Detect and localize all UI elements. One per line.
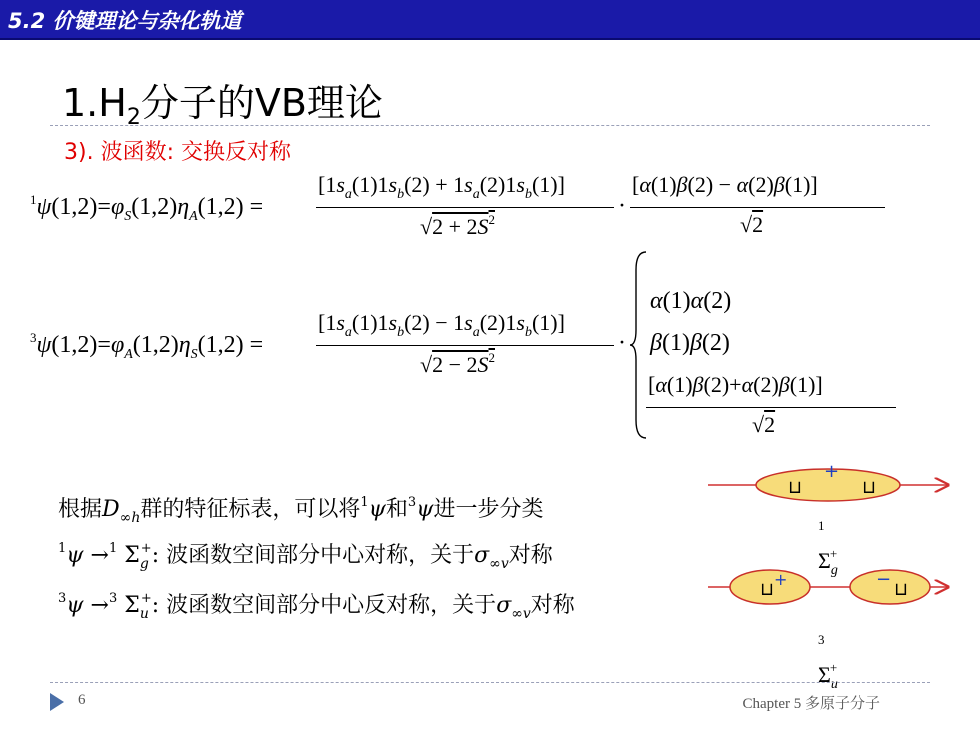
subtitle: 3). 波函数: 交换反对称: [64, 140, 291, 165]
chapter-label: Chapter 5 多原子分子: [742, 696, 880, 712]
u-plus-sign: +: [774, 570, 788, 589]
spin-state-3-num: [α(1)β(2)+α(2)β(1)]: [648, 372, 823, 397]
eq1-fraction-bar-1: [316, 207, 614, 208]
spin-state-3-den: √2: [752, 412, 776, 437]
u-spin-box-left: ⊔: [760, 579, 775, 600]
left-brace: [628, 250, 652, 440]
sigma-u-label: $^3$ $\Sigma_u^+$: [818, 632, 838, 692]
spin-state-3-bar: [646, 407, 896, 408]
title-divider: [50, 125, 930, 126]
section-header-bar: [0, 0, 980, 40]
spin-state-1: α(1)α(2): [650, 288, 732, 314]
slide-title: [62, 72, 383, 130]
title-suffix: 分子的VB理论: [140, 81, 383, 125]
text-line-1: 根据$D_{\infty h}$群的特征标表，可以将$^1$ψ和$^3$ψ进一步分类: [58, 495, 544, 526]
eq2-dot: ·: [618, 330, 626, 356]
g-plus-sign: +: [824, 461, 840, 482]
section-title: 5.2 价键理论与杂化轨道: [8, 9, 242, 33]
eq1-lhs: $^1\psi(1,2)=\varphi_S(1,2)\eta_A(1,2)$ =: [30, 192, 264, 224]
sigma-g-label: $^1$ $\Sigma_g^+$: [818, 518, 838, 578]
eq2-den1: $√2 - 2S^2$: [420, 350, 495, 377]
eq1-dot: ·: [618, 193, 626, 219]
footer-divider: [50, 682, 930, 683]
text-line-3: $^3$ψ →$^3$ $\Sigma_u^+$: 波函数空间部分中心反对称，关于$\sigma_{\infty v}$对称: [58, 591, 575, 622]
g-spin-box-right: ⊔: [862, 477, 877, 498]
eq2-num1: $[1s_a(1)1s_b(2) - 1s_a(2)1s_b(1)]$: [318, 310, 565, 340]
text-line-2: $^1$ψ →$^1$ $\Sigma_g^+$: 波函数空间部分中心对称，关于$\sigma_{\infty v}$对称: [58, 541, 553, 572]
eq2-fraction-bar: [316, 345, 614, 346]
eq1-num2: [α(1)β(2) − α(2)β(1)]: [632, 172, 818, 197]
eq1-den2: √2: [740, 212, 764, 237]
page-triangle-icon: [50, 693, 64, 711]
spin-state-2: β(1)β(2): [650, 330, 730, 356]
u-minus-sign: −: [876, 569, 892, 590]
page-number: 6: [78, 692, 86, 708]
u-spin-box-right: ⊔: [894, 579, 909, 600]
eq1-fraction-bar-2: [630, 207, 885, 208]
g-spin-box-left: ⊔: [788, 477, 803, 498]
eq1-num1: $[1s_a(1)1s_b(2) + 1s_a(2)1s_b(1)]$: [318, 172, 565, 202]
title-prefix: 1.H: [62, 81, 127, 125]
eq1-den1: $√2 + 2S^2$: [420, 212, 495, 239]
title-subscript: 2: [126, 105, 141, 130]
eq2-lhs: $^3\psi(1,2)=\varphi_A(1,2)\eta_S(1,2)$ =: [30, 330, 264, 362]
